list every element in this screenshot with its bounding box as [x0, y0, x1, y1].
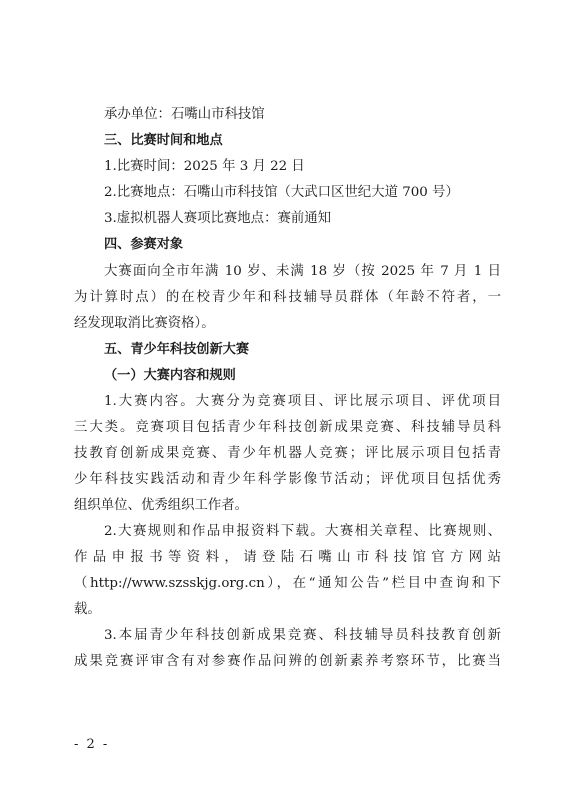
page-number: - 2 -: [74, 737, 110, 752]
rules-download-paragraph-line-2: 作品申报书等资料，请登陆石嘴山市科技馆官方网站: [74, 550, 501, 565]
rules-download-paragraph-line-3: （http://www.szsskjg.org.cn），在“通知公告”栏目中查询和下: [74, 576, 501, 591]
content-paragraph-line-4: 少年科技实践活动和青少年科学影像节活动；评优项目包括优秀: [74, 472, 501, 487]
virtual-robot-place-line: 3.虚拟机器人赛项比赛地点：赛前通知: [104, 211, 332, 226]
participants-paragraph-line-1: 大赛面向全市年满 10 岁、未满 18 岁（按 2025 年 7 月 1 日: [104, 264, 501, 279]
section-heading-time-place: 三、比赛时间和地点: [104, 133, 223, 148]
content-paragraph-line-1: 1.大赛内容。大赛分为竞赛项目、评比展示项目、评优项目: [104, 394, 501, 409]
content-paragraph-line-2: 三大类。竞赛项目包括青少年科技创新成果竞赛、科技辅导员科: [74, 420, 501, 435]
section-heading-participants: 四、参赛对象: [104, 237, 184, 252]
subsection-heading-content-rules: （一）大赛内容和规则: [104, 368, 236, 383]
rules-download-paragraph-line-4: 载。: [74, 602, 101, 617]
match-place-line: 2.比赛地点：石嘴山市科技馆（大武口区世纪大道 700 号）: [104, 185, 459, 200]
participants-paragraph-line-2: 为计算时点）的在校青少年和科技辅导员群体（年龄不符者，一: [74, 290, 501, 305]
review-paragraph-line-2: 成果竞赛评审含有对参赛作品问辨的创新素养考察环节，比赛当: [74, 654, 501, 669]
content-paragraph-line-5: 组织单位、优秀组织工作者。: [74, 498, 249, 513]
match-time-line: 1.比赛时间：2025 年 3 月 22 日: [104, 159, 305, 174]
content-paragraph-line-3: 技教育创新成果竞赛、青少年机器人竞赛；评比展示项目包括青: [74, 446, 501, 461]
organizer-line: 承办单位：石嘴山市科技馆: [104, 107, 265, 122]
section-heading-innovation-contest: 五、青少年科技创新大赛: [104, 342, 250, 357]
review-paragraph-line-1: 3.本届青少年科技创新成果竞赛、科技辅导员科技教育创新: [104, 628, 501, 643]
rules-download-paragraph-line-1: 2.大赛规则和作品申报资料下载。大赛相关章程、比赛规则、: [104, 524, 501, 539]
participants-paragraph-line-3: 经发现取消比赛资格）。: [74, 316, 215, 331]
